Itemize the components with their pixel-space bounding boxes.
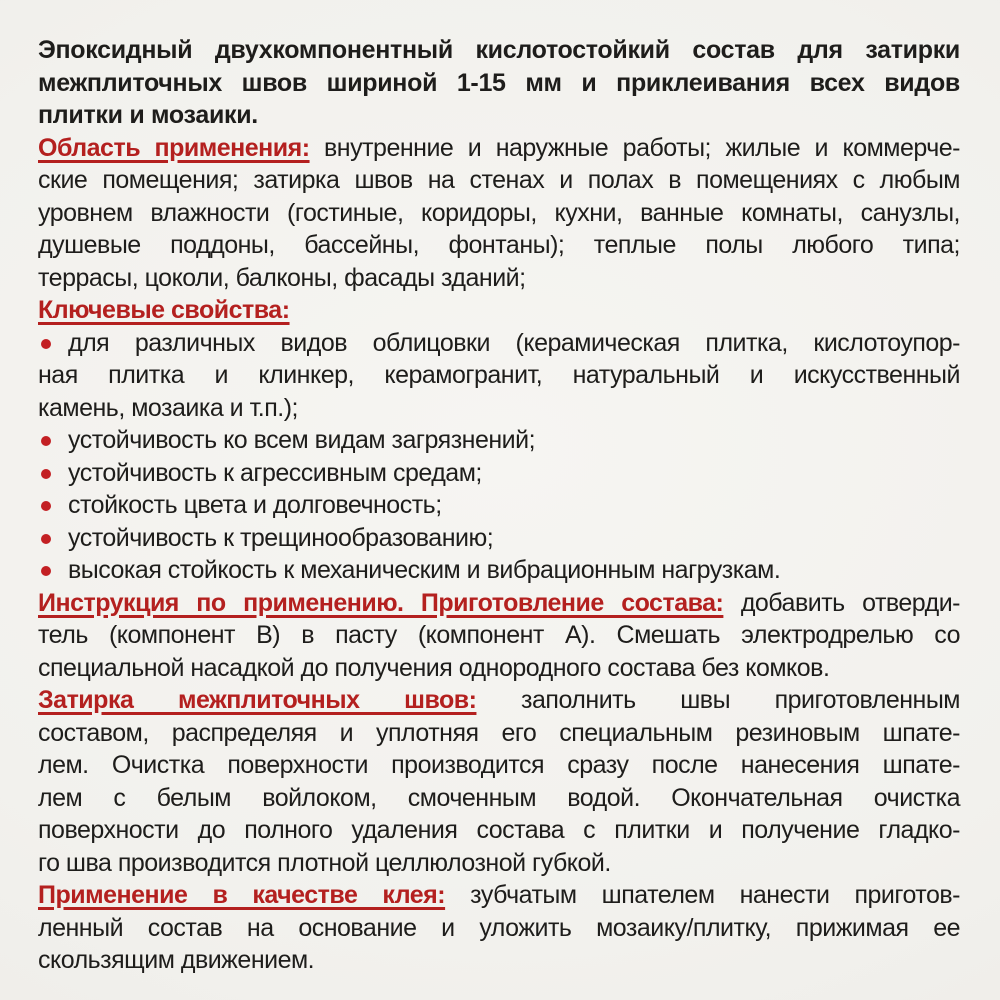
bullet-text: высокая стойкость к механическим и вибрационным нагрузкам. bbox=[68, 556, 781, 584]
section-grouting bbox=[38, 684, 960, 879]
bullet-icon bbox=[41, 469, 51, 479]
body-line bbox=[38, 587, 960, 620]
body-text: заполнить швы приготовленным bbox=[521, 686, 960, 714]
bullet-text: устойчивость ко всем видам загрязнений; bbox=[68, 426, 536, 454]
title-line: межплиточных швов шириной 1-15 мм и приклеивания всех видов bbox=[38, 68, 960, 97]
section-application-area bbox=[38, 132, 960, 295]
section-heading-grouting: Затирка межплиточных швов: bbox=[38, 686, 477, 714]
body-line bbox=[38, 294, 960, 327]
bullet-icon bbox=[41, 566, 51, 576]
body-line: составом, распределяя и уплотняя его специальным резиновым шпате- bbox=[38, 718, 960, 747]
section-heading-key-properties: Ключевые свойства: bbox=[38, 296, 290, 324]
bullet-icon bbox=[41, 534, 51, 544]
body-line: душевые поддоны, бассейны, фонтаны); теплые полы любого типа; bbox=[38, 231, 960, 259]
body-line: лем. Очистка поверхности производится сразу после нанесения шпате- bbox=[38, 751, 960, 779]
body-line bbox=[38, 684, 960, 717]
body-line: ная плитка и клинкер, керамогранит, натуральный и искусственный bbox=[38, 361, 960, 389]
bullet-icon bbox=[41, 339, 51, 349]
body-line: камень, мозаика и т.п.); bbox=[38, 393, 298, 422]
section-heading-application-area: Область применения: bbox=[38, 133, 310, 162]
section-heading-preparation: Инструкция по применению. Приготовление состава: bbox=[38, 588, 724, 617]
body-text: зубчатым шпателем нанести приготов- bbox=[470, 881, 960, 909]
body-text: внутренние и наружные работы; жилые и коммерче- bbox=[324, 133, 960, 162]
bullet-text: устойчивость к трещинообразованию; bbox=[68, 523, 494, 552]
title-line: плитки и мозаики. bbox=[38, 101, 258, 129]
title-line: Эпоксидный двухкомпонентный кислотостойкий состав для затирки bbox=[38, 36, 960, 64]
body-line: уровнем влажности (гостиные, коридоры, кухни, ванные комнаты, санузлы, bbox=[38, 198, 960, 227]
product-title bbox=[38, 34, 960, 132]
body-line: лем с белым войлоком, смоченным водой. Окончательная очистка bbox=[38, 783, 960, 812]
body-line bbox=[38, 879, 960, 912]
bullet-item bbox=[38, 522, 960, 555]
body-text: добавить отверди- bbox=[740, 588, 961, 617]
bullet-item bbox=[38, 554, 960, 587]
section-key-properties bbox=[38, 294, 960, 587]
section-adhesive-use bbox=[38, 879, 960, 977]
body-line bbox=[38, 132, 960, 165]
body-line: го шва производится плотной целлюлозной губкой. bbox=[38, 848, 611, 877]
bullet-item bbox=[38, 457, 960, 490]
body-line: поверхности до полного удаления состава с плитки и получение гладко- bbox=[38, 816, 960, 844]
bullet-item bbox=[38, 424, 960, 457]
body-line: скользящим движением. bbox=[38, 946, 315, 974]
bullet-item bbox=[38, 327, 960, 360]
body-line: террасы, цоколи, балконы, фасады зданий; bbox=[38, 263, 526, 292]
bullet-text: стойкость цвета и долговечность; bbox=[68, 491, 442, 519]
section-preparation-instructions bbox=[38, 587, 960, 685]
bullet-text: устойчивость к агрессивным средам; bbox=[68, 458, 482, 487]
bullet-icon bbox=[41, 501, 51, 511]
body-line: специальной насадкой до получения однородного состава без комков. bbox=[38, 653, 830, 682]
section-heading-adhesive-use: Применение в качестве клея: bbox=[38, 881, 446, 909]
body-line: ленный состав на основание и уложить мозаику/плитку, прижимая ее bbox=[38, 913, 960, 942]
bullet-item bbox=[38, 489, 960, 522]
body-line: тель (компонент В) в пасту (компонент А). Смешать электродрелью со bbox=[38, 621, 960, 649]
bullet-text: для различных видов облицовки (керамическая плитка, кислотоупор- bbox=[68, 328, 960, 357]
body-line: ские помещения; затирка швов на стенах и полах в помещениях с любым bbox=[38, 166, 960, 194]
bullet-icon bbox=[41, 436, 51, 446]
